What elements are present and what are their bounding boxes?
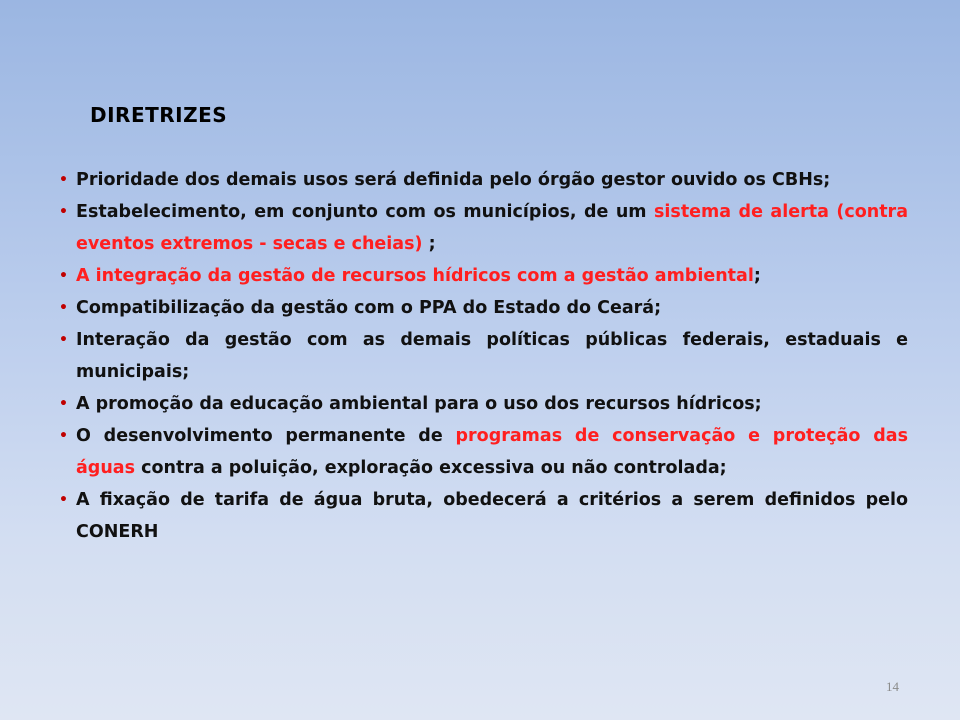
bullet-dot-icon: • [59, 268, 68, 284]
bullet-highlight: A integração da gestão de recursos hídricos com a gestão ambiental [76, 266, 754, 286]
bullet-item [58, 196, 908, 260]
bullet-dot-icon: • [59, 332, 68, 348]
bullet-item [58, 324, 908, 388]
bullet-dot-icon: • [59, 428, 68, 444]
bullet-dot-icon: • [59, 492, 68, 508]
bullet-dot-icon: • [59, 204, 68, 220]
bullet-segment: contra a poluição, exploração excessiva ou não controlada; [135, 458, 727, 478]
bullet-list [58, 164, 908, 548]
bullet-text [76, 330, 908, 382]
bullet-text [76, 266, 761, 286]
bullet-segment: Compatibilização da gestão com o PPA do Estado do Ceará; [76, 298, 662, 318]
bullet-segment: O desenvolvimento permanente de [76, 426, 456, 446]
bullet-item [58, 484, 908, 548]
slide-title: DIRETRIZES [90, 103, 228, 127]
bullet-item [58, 388, 908, 420]
bullet-dot-icon: • [59, 172, 68, 188]
bullet-segment: Prioridade dos demais usos será definida pelo órgão gestor ouvido os CBHs; [76, 170, 831, 190]
bullet-text [76, 298, 661, 318]
bullet-text [76, 490, 908, 542]
bullet-item [58, 260, 908, 292]
bullet-text [76, 202, 908, 254]
bullet-segment: ; [422, 234, 436, 254]
bullet-segment: ; [753, 266, 761, 286]
bullet-segment: Estabelecimento, em conjunto com os municípios, de um [76, 202, 654, 222]
bullet-item [58, 292, 908, 324]
bullet-text [76, 394, 762, 414]
bullet-highlight: programas de conservação e proteção das águas [76, 426, 908, 478]
bullet-segment: Interação da gestão com as demais políticas públicas federais, estaduais e municipais; [76, 330, 908, 382]
page-number: 14 [886, 679, 899, 694]
bullet-dot-icon: • [59, 396, 68, 412]
bullet-text [76, 170, 830, 190]
bullet-highlight: sistema de alerta (contra eventos extremos - secas e cheias) [76, 202, 908, 254]
bullet-segment: A fixação de tarifa de água bruta, obedecerá a critérios a serem definidos pelo CONERH [76, 490, 908, 542]
bullet-item [58, 420, 908, 484]
bullet-dot-icon: • [59, 300, 68, 316]
bullet-item [58, 164, 908, 196]
bullet-segment: A promoção da educação ambiental para o uso dos recursos hídricos; [76, 394, 762, 414]
bullet-text [76, 426, 908, 478]
